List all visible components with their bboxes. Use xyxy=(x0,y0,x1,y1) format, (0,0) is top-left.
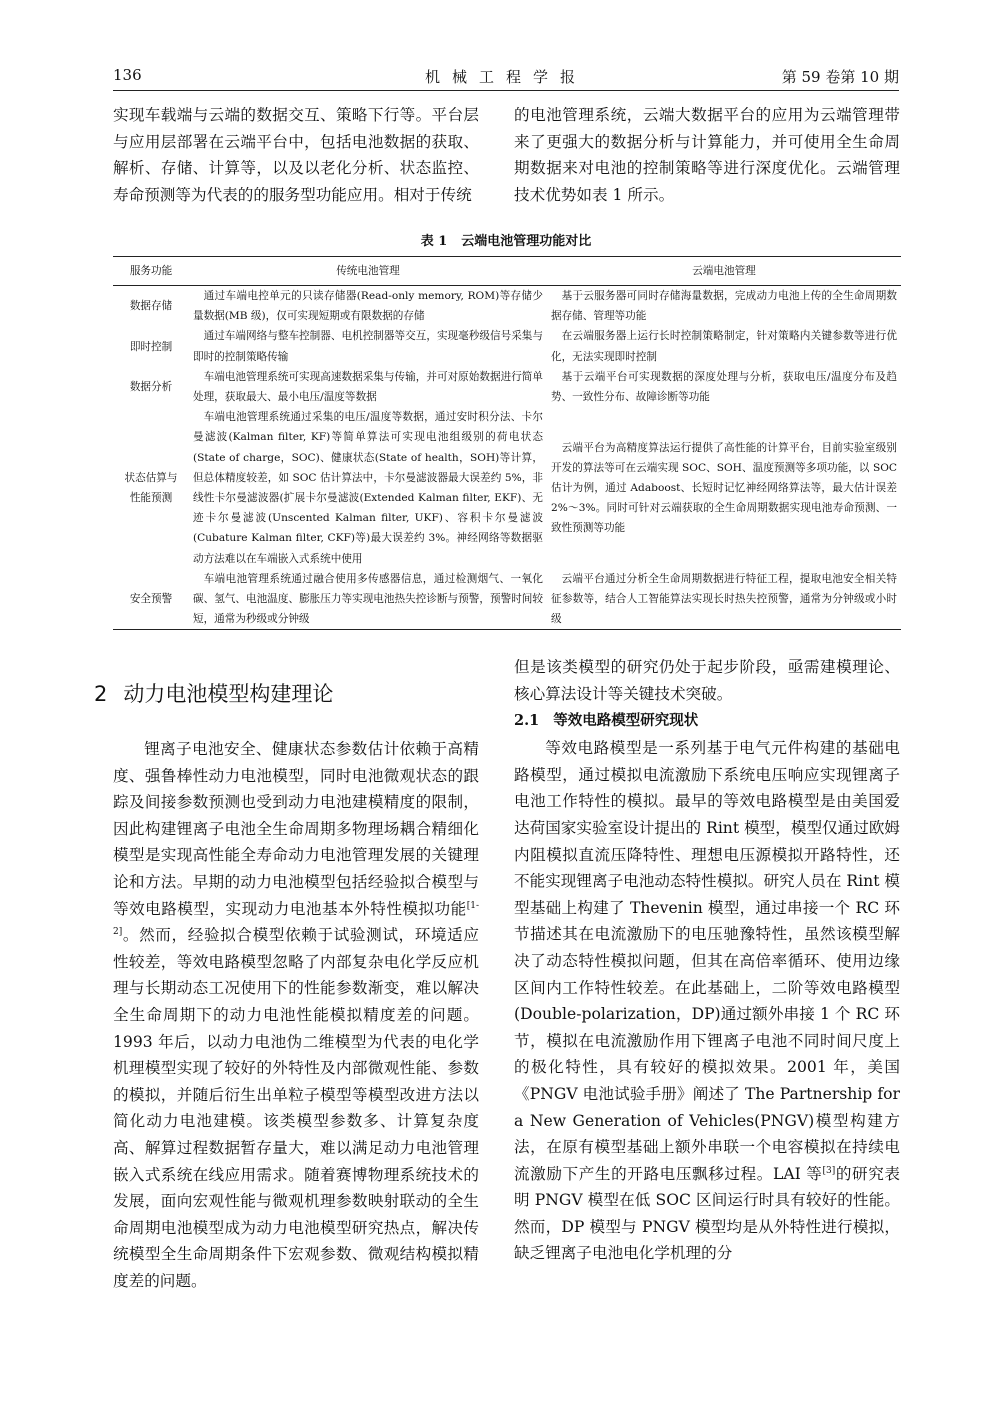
service-cell: 即时控制 xyxy=(129,340,173,353)
traditional-text: 通过车端网络与整车控制器、电机控制器等交互，实现毫秒级信号采集与即时的控制策略传输 xyxy=(193,330,543,363)
intro-left-text: 实现车载端与云端的数据交互、策略下行等。平台层与应用层部署在云端平台中，包括电池数据的获取、解析、存储、计算等，以及以老化分析、状态监控、寿命预测等为代表的的服务型功能应用。相对于传统 xyxy=(113,106,479,204)
body-left-column xyxy=(113,736,479,1294)
table-caption xyxy=(113,230,899,249)
citation-ref: [3] xyxy=(822,1165,836,1176)
subsection-heading xyxy=(514,707,900,735)
table-header-cell: 云端电池管理 xyxy=(692,264,756,277)
subsection-paragraph xyxy=(514,735,900,1267)
cloud-cell xyxy=(547,367,901,407)
traditional-cell xyxy=(189,407,547,569)
journal-title: 机械工程学报 xyxy=(424,68,587,86)
citation-ref: [1-2] xyxy=(113,900,479,937)
cloud-cell xyxy=(547,286,901,327)
service-cell: 数据存储 xyxy=(129,300,173,313)
cloud-text: 在云端服务器上运行长时控制策略制定，针对策略内关键参数等进行优化，无法实现即时控制 xyxy=(551,330,897,363)
service-cell: 数据分析 xyxy=(129,380,173,393)
service-cell: 状态估算与性能预测 xyxy=(124,471,178,505)
intro-right-column xyxy=(514,102,900,208)
traditional-cell xyxy=(189,569,547,630)
subsection-number: 2.1 xyxy=(514,712,540,730)
intro-left-column xyxy=(113,102,479,208)
page-header xyxy=(113,62,899,91)
subsection-title: 等效电路模型研究现状 xyxy=(553,712,699,730)
paragraph-text: 。然而，经验拟合模型依赖于试验测试，环境适应性较差，等效电路模型忽略了内部复杂电化学反应机理与长期动态工况使用下的性能参数渐变，难以解决全生命周期下的动力电池性能模拟精度差的问题。1993 年后，以动力电池伪二维模型为代表的电化学机理模型实现了较好的外特性及内部微观性能、参数的模拟，并随后衍生出单粒子模型等模型改进方法以简化动力电池建模。该类模型参数多、计算复杂度高、解算过程数据暂存量大，难以满足动力电池管理嵌入式系统在线应用需求。随着赛博物理系统技术的发展，面向宏观性能与微观机理参数映射联动的全生命周期电池模型成为动力电池模型研究热点，解决传统模型全生命周期条件下宏观参数、微观结构模拟精度差的问题。 xyxy=(113,926,479,1290)
table-row xyxy=(113,326,901,366)
cloud-cell xyxy=(547,326,901,366)
paragraph-text: 的研究表明 PNGV 模型在低 SOC 区间运行时具有较好的性能。然而，DP 模型与 PNGV 模型均是从外特性进行模拟，缺乏锂离子电池电化学机理的分 xyxy=(514,1164,900,1263)
section-number: 2 xyxy=(94,682,108,706)
service-cell: 安全预警 xyxy=(129,593,173,606)
table-header-row xyxy=(113,257,901,286)
cloud-cell xyxy=(547,407,901,569)
table-header-cell: 服务功能 xyxy=(129,264,173,277)
traditional-text: 车端电池管理系统通过融合使用多传感器信息，通过检测烟气、一氧化碳、氢气、电池温度、膨胀压力等实现电池热失控诊断与预警，预警时间较短，通常为秒级或分钟级 xyxy=(193,572,543,626)
table-row xyxy=(113,407,901,569)
section-title: 动力电池模型构建理论 xyxy=(123,682,334,706)
cloud-text: 基于云端平台可实现数据的深度处理与分析，获取电压/温度分布及趋势、一致性分布、故障诊断等功能 xyxy=(551,370,897,404)
traditional-text: 通过车端电控单元的只读存储器(Read-only memory, ROM)等存储少量数据(MB 级)，仅可实现短期或有限数据的存储 xyxy=(193,290,543,323)
cloud-text: 基于云服务器可同时存储海量数据，完成动力电池上传的全生命周期数据存储、管理等功能 xyxy=(551,290,897,323)
section-heading xyxy=(94,678,333,708)
section-paragraph xyxy=(113,736,479,1294)
continued-paragraph: 但是该类模型的研究仍处于起步阶段，亟需建模理论、核心算法设计等关键技术突破。 xyxy=(514,658,900,703)
traditional-cell xyxy=(189,286,547,327)
body-right-column xyxy=(514,654,900,1267)
page-number: 136 xyxy=(113,66,142,84)
table-row xyxy=(113,569,901,630)
table-caption-title: 云端电池管理功能对比 xyxy=(461,234,592,249)
paragraph-text: 锂离子电池安全、健康状态参数估计依赖于高精度、强鲁棒性动力电池模型，同时电池微观状态的跟踪及间接参数预测也受到动力电池建模精度的限制，因此构建锂离子电池全生命周期多物理场耦合精细化模型是实现高性能全寿命动力电池管理发展的关键理论和方法。早期的动力电池模型包括经验拟合模型与等效电路模型，实现动力电池基本外特性模拟功能 xyxy=(113,740,479,918)
traditional-cell xyxy=(189,367,547,407)
comparison-table xyxy=(113,256,901,630)
table-row xyxy=(113,367,901,407)
issue-label: 第 59 卷第 10 期 xyxy=(781,68,899,86)
cloud-text: 云端平台为高精度算法运行提供了高性能的计算平台，目前实验室级别开发的算法等可在云端实现 SOC、SOH、温度预测等多项功能，以 SOC 估计为例，通过 Adaboost、长短时记忆神经网络算法等，最大估计误差 2%～3%。同时可针对云端获取的全生命周期数据实现电池寿命预测、一致性预测等功能 xyxy=(551,441,897,535)
intro-right-text: 的电池管理系统，云端大数据平台的应用为云端管理带来了更强大的数据分析与计算能力，并可使用全生命周期数据来对电池的控制策略等进行深度优化。云端管理技术优势如表 1 所示。 xyxy=(514,106,900,204)
traditional-text: 车端电池管理系统可实现高速数据采集与传输，并可对原始数据进行简单处理，获取最大、最小电压/温度等数据 xyxy=(193,370,543,404)
traditional-cell xyxy=(189,326,547,366)
table-caption-number: 表 1 xyxy=(420,234,448,249)
cloud-cell xyxy=(547,569,901,630)
traditional-text: 车端电池管理系统通过采集的电压/温度等数据，通过安时积分法、卡尔曼滤波(Kalman filter, KF)等简单算法可实现电池组级别的荷电状态(State of charge，SOC)、健康状态(State of health，SOH)等计算，但总体精度较差，如 SOC 估计算法中，卡尔曼滤波器最大误差约 5%，非线性卡尔曼滤波器(扩展卡尔曼滤波(Extended Kalman filter, EKF)、无迹卡尔曼滤波(Unscented Kalman filter, UKF)、容积卡尔曼滤波(Cubature Kalman filter, CKF)等)最大误差约 3%。神经网络等数据驱动方法难以在车端嵌入式系统中使用 xyxy=(193,411,543,565)
paragraph-text: 等效电路模型是一系列基于电气元件构建的基础电路模型，通过模拟电流激励下系统电压响应实现锂离子电池工作特性的模拟。最早的等效电路模型是由美国爱达荷国家实验室设计提出的 Rint 模型，模型仅通过欧姆内阻模拟直流压降特性、理想电压源模拟开路特性，还不能实现锂离子电池动态特性模拟。研究人员在 Rint 模型基础上构建了 Thevenin 模型，通过串接一个 RC 环节描述其在电流激励下的电压驰豫特性，虽然该模型解决了动态特性模拟问题，但其在高倍率循环、使用边缘区间内工作特性较差。在此基础上，二阶等效电路模型(Double-polarization，DP)通过额外串接 1 个 RC 环节，模拟在电流激励作用下锂离子电池不同时间尺度上的极化特性，具有较好的模拟效果。2001 年，美国《PNGV 电池试验手册》阐述了 The Partnership for a New Generation of Vehicles(PNGV)模型构建方法，在原有模型基础上额外串联一个电容模拟在持续电流激励下产生的开路电压飘移过程。LAI 等 xyxy=(514,739,901,1183)
table-row xyxy=(113,286,901,327)
cloud-text: 云端平台通过分析全生命周期数据进行特征工程，提取电池安全相关特征参数等，结合人工智能算法实现长时热失控预警，通常为分钟级或小时级 xyxy=(551,572,897,626)
table-header-cell: 传统电池管理 xyxy=(336,264,400,277)
